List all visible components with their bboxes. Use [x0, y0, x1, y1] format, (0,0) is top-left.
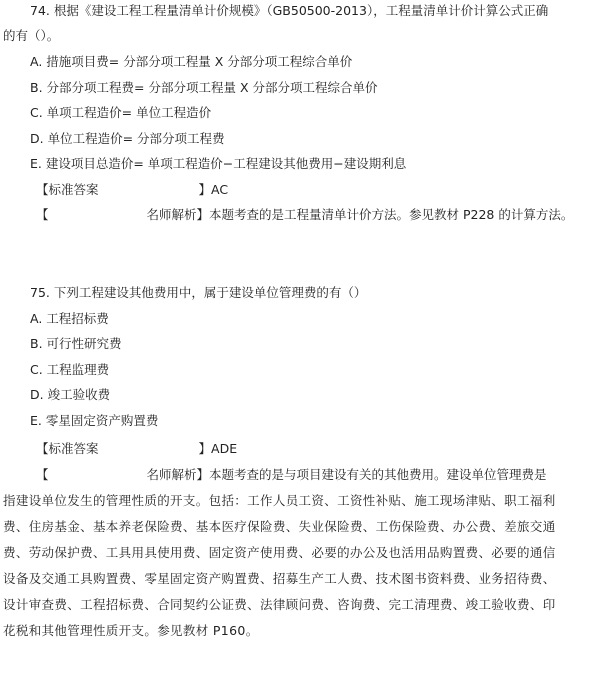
q75-explanation-line2: 费、住房基金、基本养老保险费、基本医疗保险费、失业保险费、工伤保险费、办公费、差旅交通 — [3, 519, 556, 534]
q75-answer-value: 】ADE — [198, 441, 238, 456]
q75-answer — [36, 440, 237, 458]
q74-option-d: D. 单位工程造价= 分部分项工程费 — [30, 131, 225, 146]
q74-option-c: C. 单项工程造价= 单位工程造价 — [30, 105, 212, 120]
q74-answer-label: 【标准答案 — [36, 182, 99, 197]
q75-option-e: E. 零星固定资产购置费 — [30, 413, 159, 428]
q75-option-d: D. 竣工验收费 — [30, 387, 111, 402]
q74-option-e: E. 建设项目总造价= 单项工程造价−工程建设其他费用−建设期利息 — [30, 156, 407, 171]
q75-explanation-line6: 花税和其他管理性质开支。参见教材 P160。 — [3, 623, 259, 638]
q75-option-b: B. 可行性研究费 — [30, 336, 122, 351]
q74-explanation-open: 【 — [36, 207, 49, 222]
q74-explanation — [36, 206, 573, 224]
q75-explanation — [36, 466, 547, 484]
q75-explanation-open: 【 — [36, 467, 49, 482]
q75-option-a: A. 工程招标费 — [30, 311, 109, 326]
q75-explanation-line1: 指建设单位发生的管理性质的开支。包括：工作人员工资、工资性补贴、施工现场津贴、职工福利 — [3, 493, 556, 508]
q75-explanation-line3: 费、劳动保护费、工具用具使用费、固定资产使用费、必要的办公及也活用品购置费、必要的通信 — [3, 545, 556, 560]
q75-answer-label: 【标准答案 — [36, 441, 99, 456]
q74-answer-value: 】AC — [198, 182, 229, 197]
q75-option-c: C. 工程监理费 — [30, 362, 110, 377]
q74-answer — [36, 181, 228, 199]
q75-explanation-text: 名师解析】本题考查的是与项目建设有关的其他费用。建设单位管理费是 — [146, 467, 547, 482]
q74-stem-line2: 的有（）。 — [3, 28, 60, 43]
q75-explanation-line4: 设备及交通工具购置费、零星固定资产购置费、招募生产工人费、技术图书资料费、业务招待费、 — [3, 571, 556, 586]
q75-explanation-line5: 设计审查费、工程招标费、合同契约公证费、法律顾问费、咨询费、完工清理费、竣工验收费、印 — [3, 597, 556, 612]
q74-explanation-text: 名师解析】本题考查的是工程量清单计价方法。参见教材 P228 的计算方法。 — [146, 207, 574, 222]
q74-option-a: A. 措施项目费= 分部分项工程量 X 分部分项工程综合单价 — [30, 54, 353, 69]
q74-stem-line1: 74. 根据《建设工程工程量清单计价规模》（GB50500-2013），工程量清单计价计算公式正确 — [30, 3, 549, 18]
q74-option-b: B. 分部分项工程费= 分部分项工程量 X 分部分项工程综合单价 — [30, 80, 378, 95]
q75-stem: 75. 下列工程建设其他费用中，属于建设单位管理费的有（） — [30, 285, 367, 300]
